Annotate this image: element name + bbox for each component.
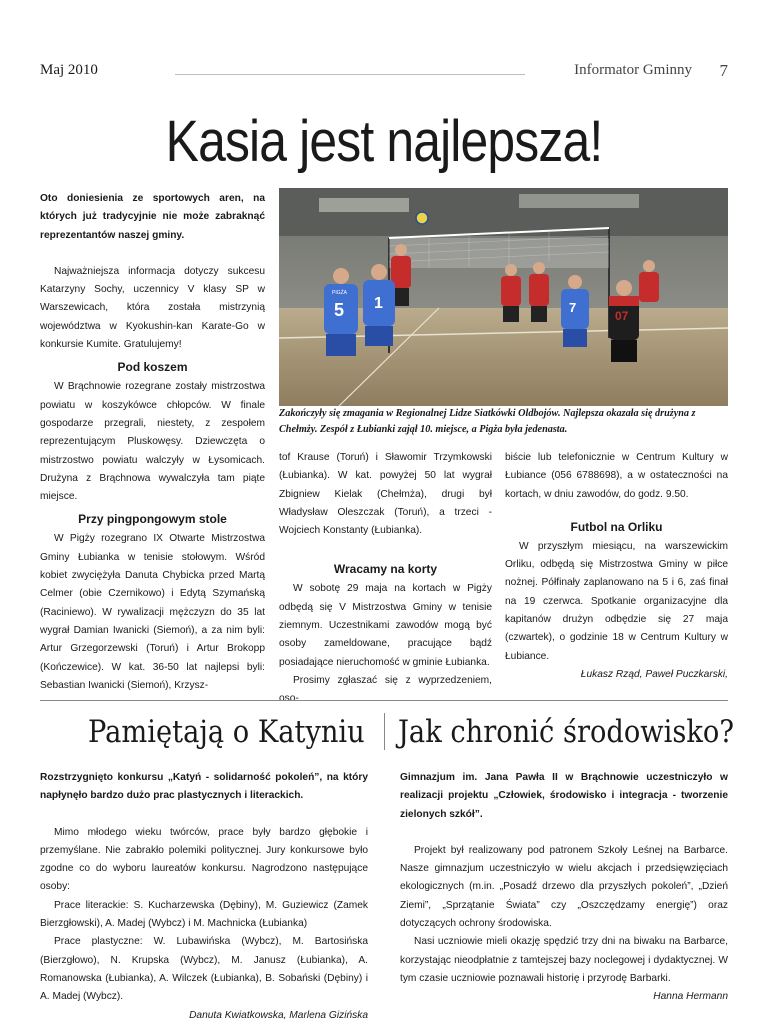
header-divider xyxy=(175,74,525,75)
katyn-body: Mimo młodego wieku twórców, prace były bardzo głębokie i przemyślane. Nie zabrakło polemiki politycznej. Jury konkursowe było zgodne co do wyboru laureatów konkursu. Nagrodzono następujące osoby: Prace literackie: S. Kucharzewska (Dębiny), M. Guziewicz (Zamek Bierzgłowski), A. Madej (Wybcz) i M. Machnicka (Łubianka) Prace plastyczne: W. Lubawińska (Wybcz), M. Bartosińska (Bierzgłowo), N. Krupska (Wybcz), M. Janusz (Łubianka), A. Romanowska (Łubianka), A. Wilczek (Łubianka), B. Sobański (Dębiny) i A. Madej (Wybcz). Danuta Kwiatkowska, Marlena Gizińska xyxy=(40,824,368,1025)
katyn-headline: Pamiętają o Katyniu xyxy=(88,714,365,750)
pingpong-heading: Przy pingpongowym stole xyxy=(78,512,227,527)
publication-name: Informator Gminny xyxy=(574,62,692,78)
page-header xyxy=(40,62,728,84)
football-signature: Łukasz Rząd, Paweł Puczkarski, xyxy=(580,668,728,680)
pingpong-continued: tof Krause (Toruń) i Sławomir Trzymkowski (Łubianka). W kat. powyżej 50 lat wygrał Zbigniew Kielak (Chełmża), drugi był Władysław Oleszczak (Toruń), a trzeci - Wojciech Konstanty (Łubianka). xyxy=(279,452,492,537)
football-heading: Futbol na Orliku xyxy=(570,519,663,534)
issue-date: Maj 2010 xyxy=(40,62,98,78)
jersey-number-2: 1 xyxy=(374,295,383,312)
main-headline: Kasia jest najlepsza! xyxy=(165,109,603,174)
basket-heading: Pod koszem xyxy=(117,360,188,375)
jersey-number-3: 7 xyxy=(569,300,577,315)
page-number: 7 xyxy=(719,61,728,80)
katyn-signature: Danuta Kwiatkowska, Marlena Gizińska xyxy=(189,1009,368,1021)
photo-caption: Zakończyły się zmagania w Regionalnej Lidze Siatkówki Oldbojów. Najlepsza okazała się drużyna z Chełmży. Zespół z Łubianki zajął 10. miejsce, a Pigża była jedenasta. xyxy=(279,408,696,435)
volleyball-photo xyxy=(279,188,728,406)
environment-body: Projekt był realizowany pod patronem Szkoły Leśnej na Barbarce. Nasze gimnazjum uczestniczyło w wielu akcjach i przedsięwzięciach ekologicznych (m.in. „Posadź drzewo dla przyszłych pokoleń”, „Dzień Ziemi”, „Sprzątanie Świata” czy „Oszczędzamy energię”) oraz dotyczących ochrony środowiska. Nasi uczniowie mieli okazję spędzić trzy dni na biwaku na Barbarce, korzystając nieodpłatnie z tamtejszej bazy noclegowej i dydaktycznej. W tym czasie uczniowie poznawali historię i przyrodę Barbarki. Hanna Hermann xyxy=(400,842,728,1007)
environment-article xyxy=(400,769,728,1007)
jersey-number-1: 5 xyxy=(334,300,345,320)
tennis-paragraph: W sobotę 29 maja na kortach w Pigży odbędą się V Mistrzostwa Gminy w tenisie ziemnym. Uczestnikami zawodów mogą być osoby zameldowane, pracujące bądź posiadające nieruchomość w gminie Łubianka. Prosimy zgłaszać się z wyprzedzeniem, oso- xyxy=(279,583,492,705)
katyn-lead: Rozstrzygnięto konkursu „Katyń - solidarność pokoleń”, na który napłynęło bardzo dużo prac plastycznych i literackich. xyxy=(40,772,368,802)
katyn-article xyxy=(40,769,368,1025)
sports-left-column xyxy=(40,190,265,695)
jersey-team-text: PIGŻA xyxy=(332,290,348,296)
environment-lead: Gimnazjum im. Jana Pawła II w Brąchnowie uczestniczyło w realizacji projektu „Człowiek, środowisko i integracja - tworzenie zielonych szkół”. xyxy=(400,772,728,820)
karate-paragraph: Najważniejsza informacja dotyczy sukcesu Katarzyny Sochy, uczennicy V klasy SP w Warszewicach, która została mistrzynią województwa w Kyokushin-kan Karate-Go w konkursie Kumite. Gratulujemy! xyxy=(40,265,265,351)
sports-intro: Oto doniesienia ze sportowych aren, na których już tradycyjnie nie może zabraknąć reprezentantów naszej gminy. xyxy=(40,193,265,241)
sports-right-column xyxy=(505,449,728,684)
jersey-number-4: 07 xyxy=(615,309,629,323)
section-divider xyxy=(40,700,728,701)
tennis-heading: Wracamy na korty xyxy=(333,562,438,577)
football-paragraph: W przyszłym miesiącu, na warszewickim Orliku, odbędą się Mistrzostwa Gminy w piłce nożnej. Półfinały zaplanowano na 5 i 6, zaś finał na 19 czerwca. Spotkanie organizacyjne dla kapitanów drużyn odbędzie się 27 maja (czwartek), o godzinie 18 w Centrum Kultury w Łubiance. Łukasz Rząd, Paweł Puczkarski, xyxy=(505,538,728,684)
tennis-continued: biście lub telefonicznie w Centrum Kultury w Łubiance (056 6788698), a w ostateczności na kortach, w dniu zawodów, do godz. 9.50. xyxy=(505,452,728,500)
sports-middle-column xyxy=(279,449,492,709)
environment-signature: Hanna Hermann xyxy=(653,991,728,1003)
pingpong-paragraph: W Pigży rozegrano IX Otwarte Mistrzostwa Gminy Łubianka w tenisie stołowym. Wśród kobiet zwyciężyła Danuta Chybicka przed Martą Celmer (obie Czernikowo) i Edytą Szymańską (Raciniewo). W rywalizacji mężczyzn do 35 lat wygrał Damian Iwanicki (Siemoń), a za nim byli: Artur Grzegorzewski (Toruń) i Artur Brokopp (Kończewice). W kat. 36-50 lat najlepsi byli: Sebastian Iwanicki (Siemoń), Krzysz- xyxy=(40,533,265,691)
environment-headline: Jak chronić środowisko? xyxy=(398,714,734,750)
title-divider xyxy=(384,713,385,750)
basket-paragraph: W Brąchnowie rozegrane zostały mistrzostwa powiatu w koszykówce chłopców. W finale gospodarze przegrali, niestety, z zespołem reprezentującym Pluskowęsy. Dziewczęta o mistrzostwo powiatu walczyły w Łysomicach. Drużyna z Brąchnowa wywalczyła tam piąte miejsce. xyxy=(40,381,265,503)
